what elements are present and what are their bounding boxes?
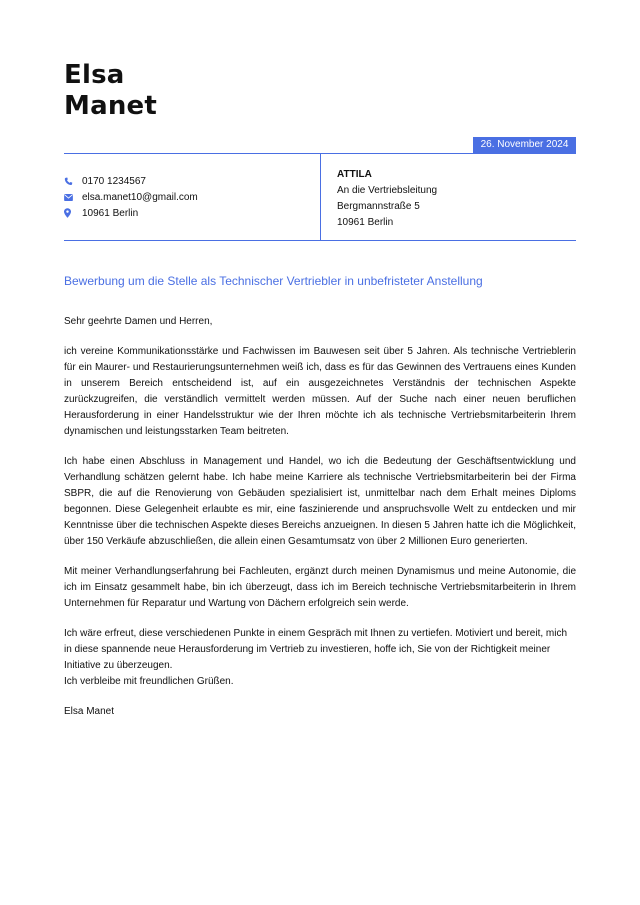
paragraph-2: Ich habe einen Abschluss in Management und Handel, wo ich die Bedeutung der Geschäftsentwicklung und Verhandlung schätzen gelernt habe. Ich habe meine Karriere als technische Vertriebsmitarbeiterin bei der Firma SBPR, die auf die Renovierung von Gebäuden spezialisiert ist, unmittelbar nach dem Erhalt meines Diploms begonnen. Diese Gelegenheit erlaubte es mir, eine faszinierende und anspruchsvolle Welt zu entdecken und mir Kenntnisse über die technischen Aspekte dieses Bereichs anzueignen. In diesen 5 Jahren hatte ich die Möglichkeit, über 150 Verkäufe abzuschließen, die allein einen Gesamtumsatz von über 2 Millionen Euro generierten. xyxy=(64,456,576,547)
recipient-block xyxy=(337,167,437,231)
paragraph-3: Mit meiner Verhandlungserfahrung bei Fachleuten, ergänzt durch meinen Dynamismus und meine Autonomie, die ich im Einsatz gesammelt habe, bin ich überzeugt, dass ich im Bereich technische Vertriebsmitarbeiterin in Ihrem Unternehmen für Reparatur und Wartung von Dächern erfolgreich sein werde. xyxy=(64,566,576,609)
location-pin-icon xyxy=(64,208,82,218)
closing-line: Ich verbleibe mit freundlichen Grüßen. xyxy=(64,676,234,687)
phone-icon xyxy=(64,177,82,186)
signature: Elsa Manet xyxy=(64,706,115,717)
letter-subject: Bewerbung um die Stelle als Technischer Vertriebler in unbefristeter Anstellung xyxy=(64,274,483,288)
header-divider-bottom xyxy=(64,240,576,241)
paragraph-1: ich vereine Kommunikationsstärke und Fachwissen im Bauwesen seit über 5 Jahren. Als technische Vertrieblerin für ein Maurer- und Restaurierungsunternehmen weiß ich, dass es für das Gewinnen des Vertrauens eines Kunden in unserem Bereich entscheidend ist, auf ein ausgezeichnetes Verständnis der technischen Aspekte zurückzugreifen, die verständlich vermittelt werden müssen. Auf der Suche nach einer neuen beruflichen Herausforderung in einer Handelsstruktur wie der Ihren möchte ich als technische Vertriebsmitarbeiterin Ihrem dynamischen und leistungsstarken Team beitreten. xyxy=(64,346,576,437)
last-name: Manet xyxy=(64,91,157,121)
recipient-street: Bergmannstraße 5 xyxy=(337,201,420,212)
salutation: Sehr geehrte Damen und Herren, xyxy=(64,316,213,327)
contact-email-row xyxy=(64,189,198,205)
date-badge: 26. November 2024 xyxy=(473,137,576,153)
envelope-icon xyxy=(64,194,82,201)
contact-address-row xyxy=(64,205,198,221)
recipient-department: An die Vertriebsleitung xyxy=(337,185,438,196)
contact-email: elsa.manet10@gmail.com xyxy=(82,191,198,203)
recipient-city: 10961 Berlin xyxy=(337,217,394,228)
paragraph-4: Ich wäre erfreut, diese verschiedenen Punkte in einem Gespräch mit Ihnen zu vertiefen. Motiviert und bereit, mich in diese spannende neue Herausforderung im Vertrieb zu investieren, hoffe ich, Sie von der Richtigkeit meiner Initiative zu überzeugen. xyxy=(64,628,568,671)
letter-body xyxy=(64,314,576,720)
contact-block xyxy=(64,173,198,221)
applicant-name xyxy=(64,60,157,122)
first-name: Elsa xyxy=(64,60,125,90)
contact-address: 10961 Berlin xyxy=(82,207,139,219)
contact-phone-row xyxy=(64,173,198,189)
contact-phone: 0170 1234567 xyxy=(82,175,146,187)
recipient-company: ATTILA xyxy=(337,169,372,180)
header-divider-vertical xyxy=(320,153,321,240)
